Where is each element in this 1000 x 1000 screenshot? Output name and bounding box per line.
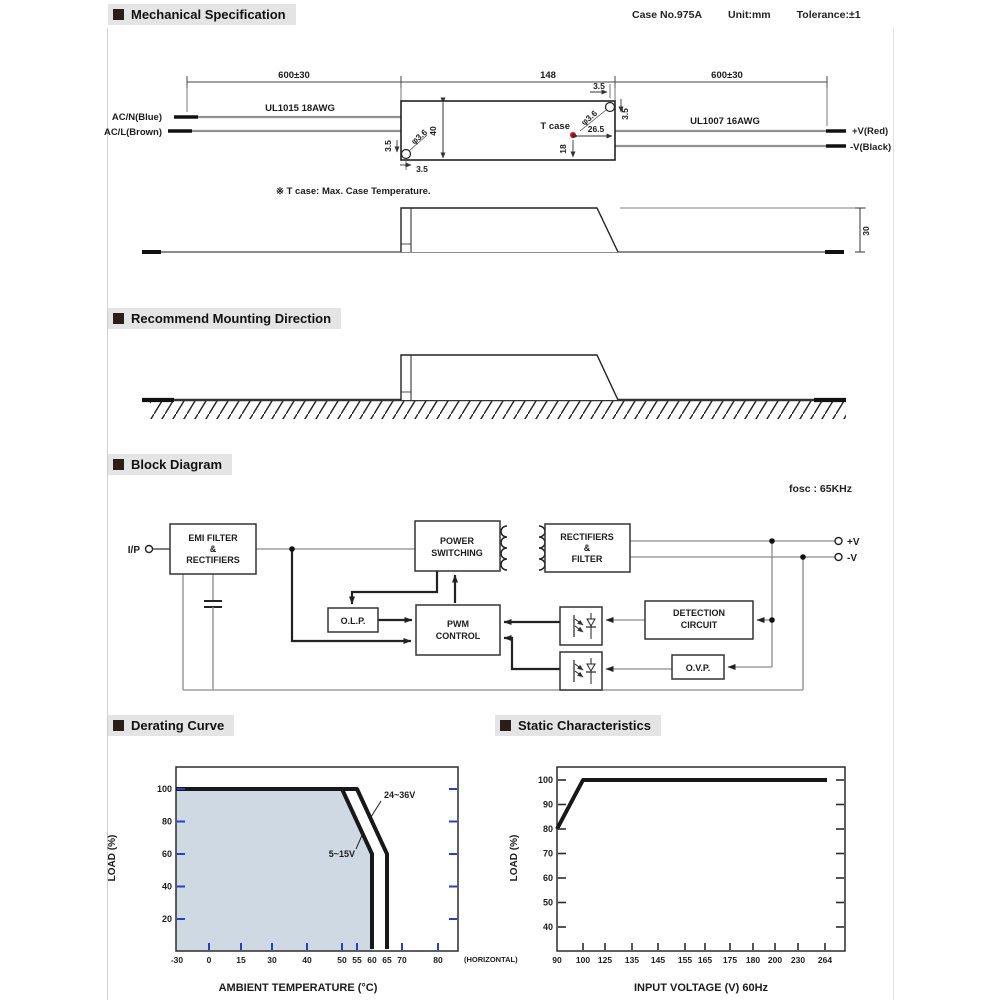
box-label: RECTIFIERS bbox=[186, 555, 240, 565]
wire-gauge-left: UL1015 18AWG bbox=[265, 103, 335, 114]
x-tick-label: 155 bbox=[677, 955, 693, 965]
static-ticks bbox=[558, 780, 844, 950]
y-axis-title: LOAD (%) bbox=[107, 834, 118, 882]
x-tick-label: 70 bbox=[397, 955, 407, 965]
mechanical-side-view bbox=[142, 208, 871, 252]
case-number: Case No.975A bbox=[632, 9, 703, 21]
box-label: PWM bbox=[447, 619, 469, 629]
x-tick-label: 145 bbox=[650, 955, 666, 965]
static-load-curve bbox=[557, 780, 827, 829]
box-label: FILTER bbox=[571, 554, 603, 564]
x-tick-label: 65 bbox=[382, 955, 392, 965]
dim-35-bottom: 3.5 bbox=[416, 164, 428, 174]
vplus-terminal bbox=[835, 538, 842, 545]
derating-fill-area bbox=[176, 789, 372, 951]
dim-40: 40 bbox=[428, 126, 438, 136]
section-title: Block Diagram bbox=[131, 457, 223, 472]
wire-label-acn: AC/N(Blue) bbox=[111, 112, 162, 123]
x-tick-label: 264 bbox=[817, 955, 833, 965]
input-wires bbox=[168, 117, 401, 131]
output-wires bbox=[615, 131, 846, 146]
section-title: Static Characteristics bbox=[518, 718, 651, 733]
mounting-hole bbox=[606, 103, 615, 112]
unit-label: Unit:mm bbox=[728, 9, 771, 21]
fosc-label: fosc : 65KHz bbox=[789, 483, 853, 495]
block-emi-filter bbox=[170, 524, 256, 574]
box-label: & bbox=[583, 543, 591, 553]
ground-hatching bbox=[150, 401, 846, 419]
box-label: O.L.P. bbox=[340, 616, 366, 626]
box-label: DETECTION bbox=[672, 608, 726, 618]
optocoupler-icon bbox=[560, 607, 602, 645]
series-label-24-36v: 24~36V bbox=[384, 790, 416, 800]
leader-line bbox=[371, 801, 381, 817]
x-tick-label: 125 bbox=[597, 955, 613, 965]
box-label: CIRCUIT bbox=[680, 620, 718, 630]
input-terminal bbox=[146, 546, 153, 553]
wire-label-vminus: -V(Black) bbox=[850, 142, 892, 153]
box-label: SWITCHING bbox=[431, 548, 483, 558]
y-tick-label: 90 bbox=[542, 799, 553, 810]
y-tick-label: 20 bbox=[161, 914, 172, 924]
dim-35-left: 3.5 bbox=[383, 140, 393, 152]
x-tick-label: 15 bbox=[236, 955, 246, 965]
y-axis-title: LOAD (%) bbox=[509, 834, 520, 882]
input-terminal-label: I/P bbox=[127, 545, 140, 556]
dia-36-top: φ3.6 bbox=[578, 108, 600, 128]
box-label: POWER bbox=[439, 536, 475, 546]
x-tick-label: 100 bbox=[575, 955, 591, 965]
block-olp bbox=[328, 608, 378, 632]
y-tick-label: 40 bbox=[161, 881, 172, 892]
box-label: CONTROL bbox=[435, 631, 481, 641]
y-tick-label: 70 bbox=[542, 848, 553, 859]
section-title: Recommend Mounting Direction bbox=[131, 311, 332, 326]
series-label-5-15v: 5~15V bbox=[328, 849, 355, 859]
transformer-icon bbox=[501, 526, 545, 570]
block-pwm-control bbox=[416, 605, 500, 655]
section-title: Mechanical Specification bbox=[131, 7, 286, 22]
x-axis-suffix: (HORIZONTAL) bbox=[464, 955, 518, 964]
block-power-switching bbox=[415, 521, 500, 571]
x-tick-label: 55 bbox=[352, 955, 362, 965]
box-label: EMI FILTER bbox=[188, 533, 238, 543]
x-tick-label: 200 bbox=[767, 955, 783, 965]
x-tick-label: 0 bbox=[206, 955, 212, 965]
wire-label-acl: AC/L(Brown) bbox=[103, 127, 162, 138]
wire-label-vplus: +V(Red) bbox=[852, 126, 889, 137]
case-profile bbox=[401, 355, 618, 400]
box-label: RECTIFIERS bbox=[560, 532, 614, 542]
x-tick-label: 180 bbox=[745, 955, 761, 965]
static-plot-frame bbox=[557, 767, 845, 951]
x-tick-label: -30 bbox=[170, 955, 184, 965]
x-tick-label: 135 bbox=[624, 955, 640, 965]
x-tick-label: 230 bbox=[790, 955, 806, 965]
y-tick-label: 100 bbox=[156, 784, 172, 794]
vminus-terminal bbox=[835, 554, 842, 561]
block-diagram bbox=[128, 521, 860, 690]
dia-36-bottom: φ3.6 bbox=[408, 127, 430, 147]
vminus-label: -V bbox=[847, 553, 857, 564]
dim-35-top: 3.5 bbox=[593, 81, 605, 91]
block-rectifiers-filter bbox=[545, 524, 630, 572]
y-tick-label: 80 bbox=[542, 824, 553, 834]
y-tick-label: 50 bbox=[542, 897, 553, 908]
x-tick-label: 90 bbox=[552, 955, 562, 965]
x-axis-title: INPUT VOLTAGE (V) 60Hz bbox=[633, 982, 769, 994]
x-tick-label: 40 bbox=[302, 955, 312, 965]
tcase-point bbox=[570, 132, 576, 138]
dim-30: 30 bbox=[861, 226, 871, 236]
x-tick-label: 175 bbox=[722, 955, 738, 965]
dim-35-right: 3.5 bbox=[620, 108, 630, 120]
tcase-label: T case bbox=[540, 121, 570, 132]
tcase-note: ※ T case: Max. Case Temperature. bbox=[276, 186, 431, 197]
x-axis-title: AMBIENT TEMPERATURE (°C) bbox=[218, 982, 378, 994]
y-tick-label: 60 bbox=[161, 849, 172, 859]
x-tick-label: 30 bbox=[267, 955, 277, 965]
x-tick-label: 50 bbox=[337, 955, 347, 965]
box-label: & bbox=[209, 544, 217, 554]
mechanical-top-view bbox=[104, 70, 891, 174]
dim-600-left: 600±30 bbox=[278, 70, 310, 81]
y-tick-label: 40 bbox=[542, 922, 553, 932]
optocoupler-icon bbox=[560, 652, 602, 690]
y-tick-label: 80 bbox=[161, 816, 172, 827]
wire-gauge-right: UL1007 16AWG bbox=[690, 116, 760, 127]
dim-600-right: 600±30 bbox=[711, 70, 743, 81]
block-detection-circuit bbox=[645, 601, 753, 639]
section-title: Derating Curve bbox=[131, 718, 225, 733]
y-tick-label: 100 bbox=[537, 775, 553, 785]
static-chart bbox=[509, 767, 845, 994]
block-ovp bbox=[672, 655, 724, 679]
mounting-direction-drawing bbox=[142, 355, 846, 419]
dim-148: 148 bbox=[540, 70, 556, 81]
dim-265: 26.5 bbox=[587, 124, 605, 134]
x-tick-label: 165 bbox=[697, 955, 713, 965]
derating-chart bbox=[107, 767, 518, 994]
dim-18: 18 bbox=[558, 144, 568, 154]
box-label: O.V.P. bbox=[685, 663, 711, 673]
x-tick-label: 80 bbox=[433, 955, 443, 965]
x-tick-label: 60 bbox=[367, 955, 377, 965]
y-tick-label: 60 bbox=[542, 873, 553, 883]
tolerance-label: Tolerance:±1 bbox=[796, 9, 861, 21]
vplus-label: +V bbox=[847, 537, 860, 548]
